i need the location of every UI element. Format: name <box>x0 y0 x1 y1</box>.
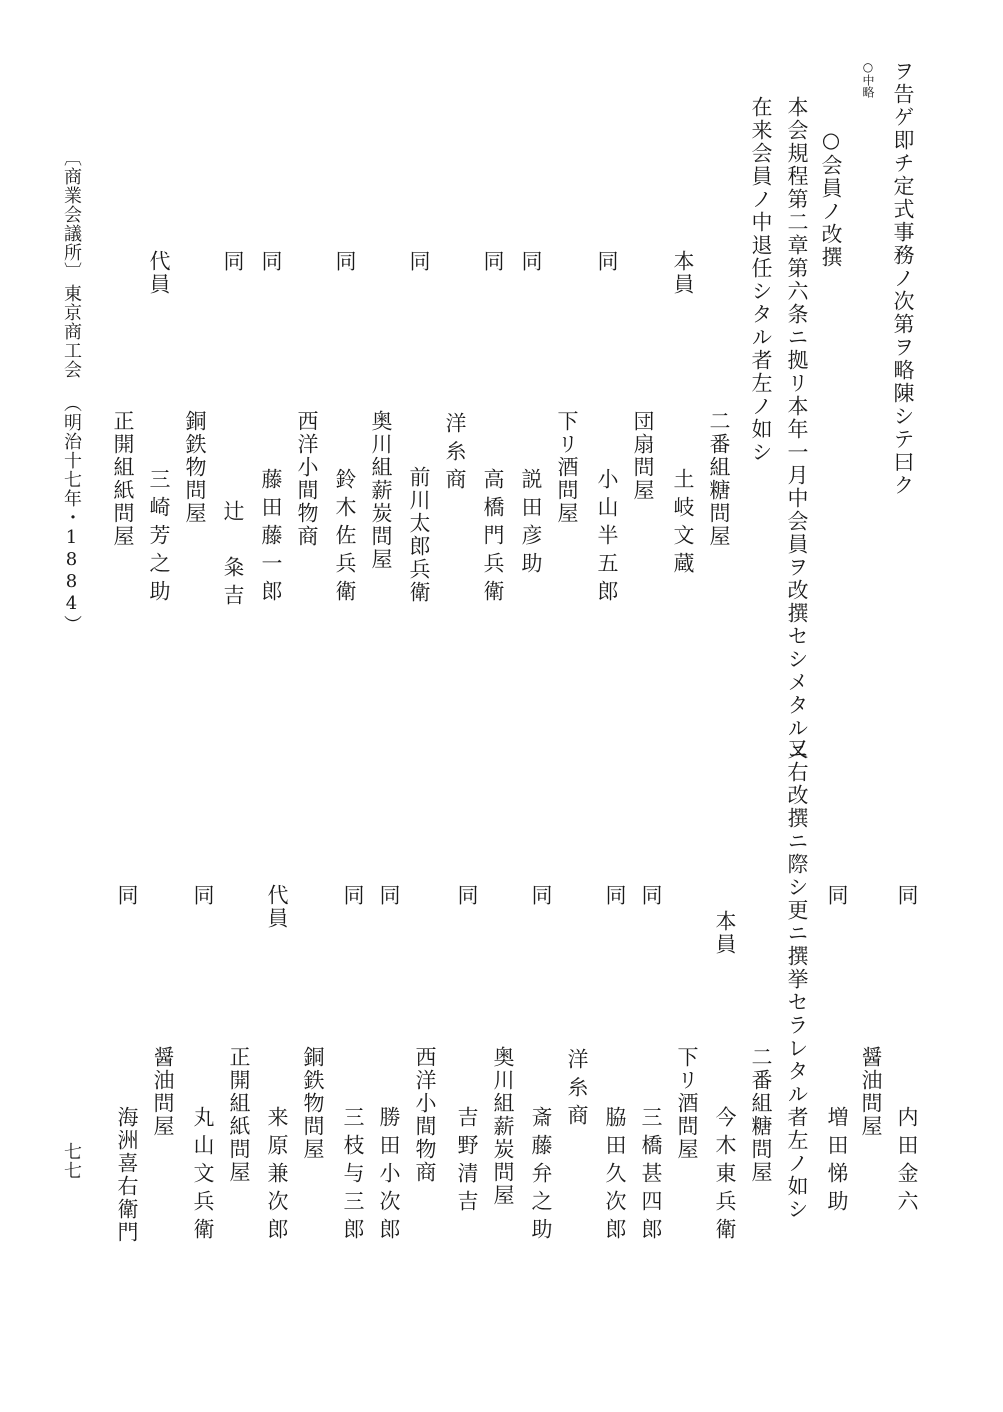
member-trade: 団扇問屋 <box>631 410 655 502</box>
member-trade: 銅鉄物問屋 <box>301 1046 325 1161</box>
member-trade: 洋糸商 <box>443 412 467 496</box>
member-name: 三崎芳之助 <box>147 468 171 608</box>
member-trade: 正開組紙問屋 <box>227 1046 251 1184</box>
intro-line: ヲ告ゲ即チ定式事務ノ次第ヲ略陳シテ曰ク <box>891 60 915 497</box>
member-trade: 下リ酒問屋 <box>555 410 579 525</box>
member-trade: 醤油問屋 <box>859 1046 883 1138</box>
member-name: 藤田藤一郎 <box>259 468 283 608</box>
member-name: 高橋門兵衛 <box>481 468 505 608</box>
member-role: 同 <box>341 884 365 907</box>
member-role: 同 <box>221 250 245 273</box>
member-role: 同 <box>377 884 401 907</box>
member-trade: 西洋小間物商 <box>295 410 319 548</box>
member-role: 同 <box>825 884 849 907</box>
member-name: 来原兼次郎 <box>265 1106 289 1246</box>
member-role: 同 <box>333 250 357 273</box>
footer-date: （明治十七年・1884） <box>61 394 82 634</box>
member-trade: 西洋小間物商 <box>413 1046 437 1184</box>
member-role: 同 <box>259 250 283 273</box>
page-number: 七七 <box>61 1142 82 1180</box>
member-name: 三枝与三郎 <box>341 1106 365 1246</box>
member-name: 辻 粂吉 <box>221 500 245 612</box>
member-name: 斎藤弁之助 <box>529 1106 553 1246</box>
member-name: 内田金六 <box>895 1106 919 1218</box>
footer-title: 東京商工会 <box>61 284 82 379</box>
member-role: 同 <box>407 250 431 273</box>
member-role: 本員 <box>671 250 695 296</box>
member-trade: 二番組糖問屋 <box>749 1046 773 1184</box>
member-role: 同 <box>455 884 479 907</box>
member-role: 同 <box>639 884 663 907</box>
member-trade: 下リ酒問屋 <box>675 1046 699 1161</box>
member-name: 今木東兵衛 <box>713 1106 737 1246</box>
member-trade: 銅鉄物問屋 <box>183 410 207 525</box>
member-trade: 正開組紙問屋 <box>111 410 135 548</box>
member-name: 前川太郎兵衛 <box>407 466 431 604</box>
member-trade: 洋糸商 <box>565 1048 589 1132</box>
member-role: 同 <box>529 884 553 907</box>
member-role: 同 <box>481 250 505 273</box>
body-line: 在来会員ノ中退任シタル者左ノ如シ <box>749 96 773 464</box>
section-heading: ○会員ノ改撰 <box>819 128 843 269</box>
member-role: 同 <box>115 884 139 907</box>
member-name: 鈴木佐兵衛 <box>333 468 357 608</box>
member-name: 小山半五郎 <box>595 468 619 608</box>
member-role: 同 <box>895 884 919 907</box>
member-trade: 二番組糖問屋 <box>707 410 731 548</box>
footer-organization: 〔商業会議所〕 <box>61 148 82 281</box>
member-role: 代員 <box>265 884 289 930</box>
member-name: 吉野清吉 <box>455 1106 479 1218</box>
member-name: 脇田久次郎 <box>603 1106 627 1246</box>
body-line: 又右改撰ニ際シ更ニ撰挙セラレタル者左ノ如シ <box>785 738 809 1221</box>
member-role: 同 <box>603 884 627 907</box>
member-trade: 奥川組薪炭問屋 <box>491 1046 515 1207</box>
member-role: 同 <box>191 884 215 907</box>
member-name: 増田悌助 <box>825 1106 849 1218</box>
member-role: 本員 <box>713 910 737 956</box>
member-role: 同 <box>595 250 619 273</box>
member-name: 丸山文兵衛 <box>191 1106 215 1246</box>
member-role: 代員 <box>147 250 171 296</box>
body-line: 本会規程第二章第六条ニ拠リ本年一月中会員ヲ改撰セシメタルニ <box>785 96 809 763</box>
member-name: 勝田小次郎 <box>377 1106 401 1246</box>
member-name: 海洲喜右衛門 <box>115 1106 139 1244</box>
omission-note: ○中略 <box>861 60 875 98</box>
member-trade: 奥川組薪炭問屋 <box>369 410 393 571</box>
member-role: 同 <box>519 250 543 273</box>
member-name: 三橋甚四郎 <box>639 1106 663 1246</box>
member-name: 土岐文蔵 <box>671 468 695 580</box>
member-name: 説田彦助 <box>519 468 543 580</box>
member-trade: 醤油問屋 <box>151 1046 175 1138</box>
